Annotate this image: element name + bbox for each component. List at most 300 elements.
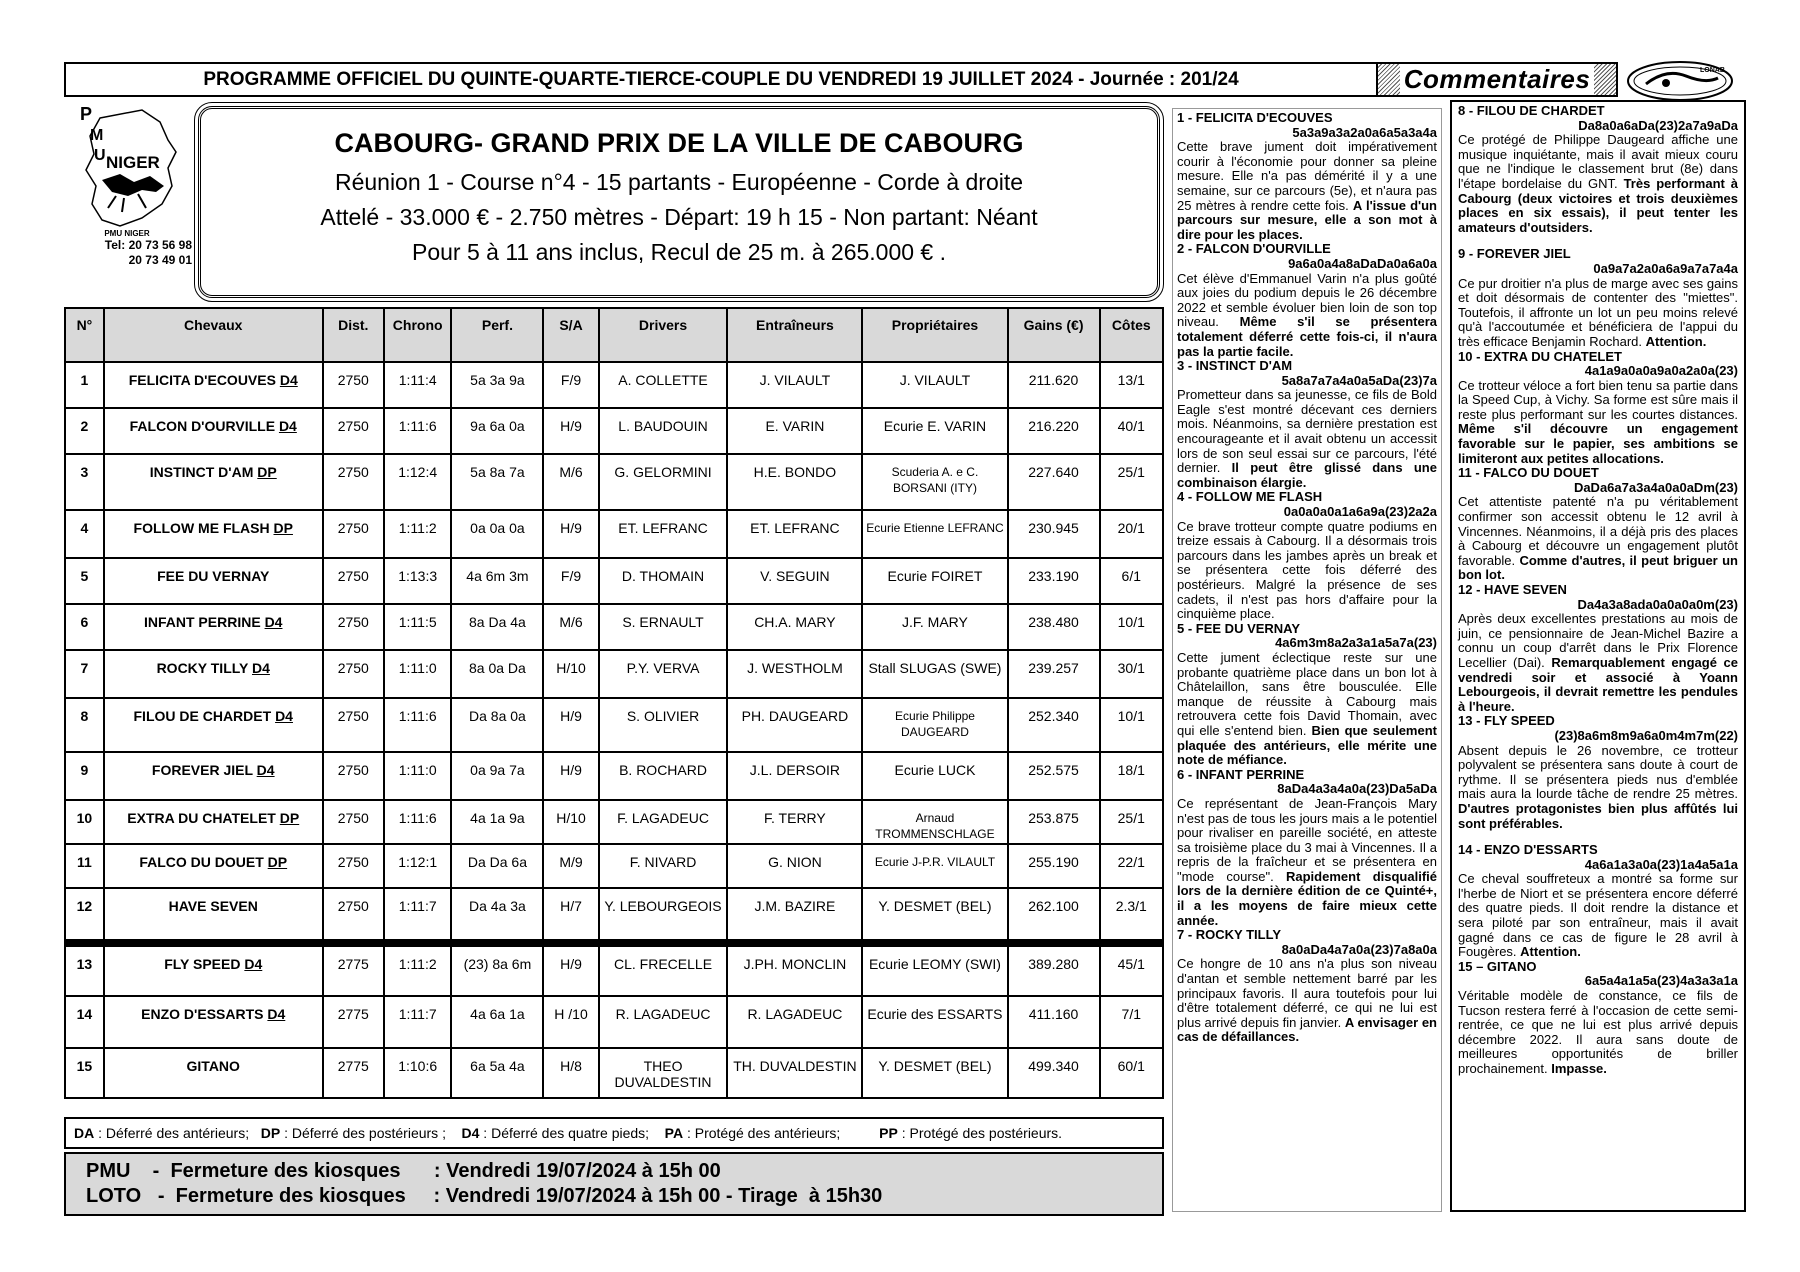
comments-header (1378, 62, 1618, 97)
row-number-cell: 11 (65, 844, 104, 888)
gains-cell: 233.190 (1008, 558, 1100, 604)
comment-form-code: Da8a0a6aDa(23)2a7a9aDa (1578, 117, 1738, 133)
sex-age-cell: H/9 (543, 408, 598, 454)
trainer-cell: J.PH. MONCLIN (727, 946, 862, 996)
shoeing-code: DP (273, 520, 293, 536)
comment-verdict: Attention. (1645, 333, 1707, 349)
owner-cell: Ecurie FOIRET (862, 558, 1007, 604)
driver-cell: G. GELORMINI (599, 454, 728, 510)
trainer-cell: J. WESTHOLM (727, 650, 862, 698)
trainer-cell: J.L. DERSOIR (727, 752, 862, 800)
row-number-cell: 3 (65, 454, 104, 510)
horse-name-text: EXTRA DU CHATELET (127, 810, 276, 826)
performance-cell: 8a Da 4a (451, 604, 543, 650)
table-row (65, 844, 1163, 888)
tel-label: Tel: (104, 238, 126, 252)
gains-cell: 389.280 (1008, 946, 1100, 996)
legend-d4-text: : Déferré des quatre pieds; (479, 1125, 665, 1141)
odds-cell: 20/1 (1100, 510, 1163, 558)
comment-entry (1458, 843, 1738, 960)
odds-cell: 18/1 (1100, 752, 1163, 800)
legend-bar (64, 1117, 1164, 1149)
odds-cell: 2.3/1 (1100, 888, 1163, 940)
col-header-horse: Chevaux (104, 308, 323, 362)
trainer-cell: TH. DUVALDESTIN (727, 1048, 862, 1098)
lonab-logo (1626, 60, 1734, 102)
distance-cell: 2750 (323, 752, 384, 800)
horse-name-cell (104, 604, 323, 650)
comment-body (1177, 140, 1437, 242)
comment-text: Ce protégé de Philippe Daugeard affiche une musique inquiétante, mais il avait mieux couru que ne l'indique le classement brut (8e) dans l'étape bordelaise du GNT. (1458, 132, 1738, 191)
table-row (65, 362, 1163, 408)
trainer-cell: R. LAGADEUC (727, 996, 862, 1048)
comment-horse-name: 5 - FEE DU VERNAY (1177, 620, 1301, 636)
performance-cell: 4a 6m 3m (451, 558, 543, 604)
owner-cell: Arnaud TROMMENSCHLAGE (862, 800, 1007, 844)
owner-cell: Ecurie Etienne LEFRANC (862, 510, 1007, 558)
gains-cell: 227.640 (1008, 454, 1100, 510)
driver-cell: THEO DUVALDESTIN (599, 1048, 728, 1098)
comments-title: Commentaires (1400, 64, 1595, 95)
trainer-cell: E. VARIN (727, 408, 862, 454)
row-number-cell: 14 (65, 996, 104, 1048)
gains-cell: 252.575 (1008, 752, 1100, 800)
shoeing-code: DP (279, 810, 300, 826)
table-row (65, 408, 1163, 454)
race-line-3: Attelé - 33.000 € - 2.750 mètres - Départ: 19 h 15 - Non partant: Néant (320, 204, 1038, 230)
shoeing-code: D4 (279, 372, 298, 388)
odds-cell: 40/1 (1100, 408, 1163, 454)
comment-horse-name: 4 - FOLLOW ME FLASH (1177, 489, 1323, 505)
chrono-cell: 1:11:2 (384, 946, 451, 996)
comment-text: Ce pur droitier n'a plus de marge avec ses gains et doit désormais de contenter des "miettes". Toutefois, il affronte un lot un peu moins relevé qu'à l'accoutumée et bénéficiera de l'appui du très efficace Benjamin Rochard. (1458, 275, 1738, 349)
race-title: CABOURG- GRAND PRIX DE LA VILLE DE CABOURG (334, 128, 1024, 158)
horse-name-text: INSTINCT D'AM (149, 464, 254, 480)
horse-name-cell (104, 558, 323, 604)
owner-cell: Ecurie E. VARIN (862, 408, 1007, 454)
distance-cell: 2750 (323, 408, 384, 454)
chrono-cell: 1:12:4 (384, 454, 451, 510)
gains-cell: 239.257 (1008, 650, 1100, 698)
chrono-cell: 1:11:7 (384, 996, 451, 1048)
chrono-cell: 1:11:0 (384, 650, 451, 698)
trainer-cell: V. SEGUIN (727, 558, 862, 604)
comment-form-code: 4a1a9a0a0a9a0a2a0a(23) (1584, 363, 1738, 379)
gains-cell: 411.160 (1008, 996, 1100, 1048)
svg-text:P: P (80, 104, 93, 124)
kiosk-closing-box (64, 1152, 1164, 1216)
shoeing-code: DP (267, 854, 288, 870)
comment-body (1177, 520, 1437, 622)
shoeing-code: D4 (244, 956, 263, 972)
comment-entry (1177, 242, 1437, 359)
horse-name-cell (104, 698, 323, 752)
performance-cell: 4a 1a 9a (451, 800, 543, 844)
runners-table (64, 307, 1164, 1099)
comment-body (1458, 744, 1738, 832)
odds-cell: 10/1 (1100, 698, 1163, 752)
horse-name-text: FLY SPEED (164, 956, 241, 972)
comment-horse-name: 2 - FALCON D'OURVILLE (1177, 241, 1331, 257)
comment-body (1458, 612, 1738, 714)
legend-dp-text: : Déferré des postérieurs ; (280, 1125, 462, 1141)
horse-name-cell (104, 996, 323, 1048)
horse-name-text: FALCO DU DOUET (139, 854, 264, 870)
chrono-cell: 1:11:0 (384, 752, 451, 800)
driver-cell: L. BAUDOUIN (599, 408, 728, 454)
col-header-trainer: Entraîneurs (727, 308, 862, 362)
gains-cell: 499.340 (1008, 1048, 1100, 1098)
programme-title: PROGRAMME OFFICIEL DU QUINTE-QUARTE-TIERCE-COUPLE DU VENDREDI 19 JUILLET 2024 - Journée : 201/24 (64, 62, 1378, 97)
distance-cell: 2750 (323, 844, 384, 888)
distance-cell: 2750 (323, 604, 384, 650)
comment-verdict: Attention. (1520, 944, 1581, 960)
tel-2: 20 73 49 01 (128, 253, 192, 267)
comment-entry (1458, 960, 1738, 1077)
chrono-cell: 1:11:6 (384, 698, 451, 752)
comments-column-left (1172, 108, 1442, 1212)
chrono-cell: 1:13:3 (384, 558, 451, 604)
trainer-cell: G. NION (727, 844, 862, 888)
legend-da-text: : Déferré des antérieurs; (94, 1125, 261, 1141)
row-number-cell: 7 (65, 650, 104, 698)
sex-age-cell: M/9 (543, 844, 598, 888)
trainer-cell: F. TERRY (727, 800, 862, 844)
comment-text: Cette brave jument doit impérativement courir à l'économie pour donner sa pleine mesure. Elle n'a pas démérité il y a une semaine, sur ce parcours (5e), et n'aura pas 25 mètres à rendre cette fois. (1177, 139, 1437, 213)
distance-cell: 2750 (323, 650, 384, 698)
comment-horse-name: 13 - FLY SPEED (1458, 713, 1555, 729)
comment-text: Ce brave trotteur compte quatre podiums en treize essais à Cabourg. Il a désormais trois parcours dans les jambes après un break et se présentera cette fois déferré des postérieurs. Malgré la présence de ses cadets, il n'est pas hors d'affaire pour la cinquième place. (1177, 518, 1437, 622)
comment-entry (1458, 714, 1738, 831)
distance-cell: 2750 (323, 888, 384, 940)
row-number-cell: 12 (65, 888, 104, 940)
comment-body (1458, 133, 1738, 235)
col-header-dist: Dist. (323, 308, 384, 362)
comment-entry (1458, 583, 1738, 714)
comment-entry (1458, 247, 1738, 349)
sex-age-cell: F/9 (543, 362, 598, 408)
driver-cell: CL. FRECELLE (599, 946, 728, 996)
gains-cell: 216.220 (1008, 408, 1100, 454)
comment-form-code: 5a8a7a7a4a0a5aDa(23)7a (1281, 372, 1437, 388)
performance-cell: 5a 3a 9a (451, 362, 543, 408)
comment-form-code: 9a6a0a4a8aDaDa0a6a0a (1288, 255, 1437, 271)
horse-name-cell (104, 454, 323, 510)
horse-name-cell (104, 844, 323, 888)
comment-body (1177, 797, 1437, 928)
horse-name-cell (104, 800, 323, 844)
legend-d4-key: D4 (461, 1125, 480, 1141)
performance-cell: 0a 0a 0a (451, 510, 543, 558)
horse-name-cell (104, 408, 323, 454)
comment-form-code: DaDa6a7a3a4a0a0aDm(23) (1573, 479, 1738, 495)
sex-age-cell: H/9 (543, 510, 598, 558)
table-row (65, 996, 1163, 1048)
svg-text:M: M (90, 127, 104, 144)
distance-cell: 2750 (323, 558, 384, 604)
kiosk-pmu-text: PMU - Fermeture des kiosques : Vendredi 19/07/2024 à 15h 00 (86, 1160, 721, 1182)
col-header-perf: Perf. (451, 308, 543, 362)
table-row (65, 800, 1163, 844)
comment-body (1458, 495, 1738, 583)
trainer-cell: J.M. BAZIRE (727, 888, 862, 940)
table-row (65, 558, 1163, 604)
legend-da-key: DA (74, 1125, 95, 1141)
table-row (65, 752, 1163, 800)
gains-cell: 252.340 (1008, 698, 1100, 752)
horse-name-text: FELICITA D'ECOUVES (128, 372, 276, 388)
sex-age-cell: H/9 (543, 946, 598, 996)
comment-entry (1177, 111, 1437, 242)
svg-text:NIGER: NIGER (106, 153, 160, 172)
performance-cell: Da Da 6a (451, 844, 543, 888)
comment-body (1177, 651, 1437, 768)
comment-form-code: (23)8a6m8m9a6a0m4m7m(22) (1554, 727, 1738, 743)
table-row (65, 698, 1163, 752)
table-row (65, 650, 1163, 698)
shoeing-code: D4 (275, 708, 293, 724)
odds-cell: 60/1 (1100, 1048, 1163, 1098)
svg-text:U: U (94, 147, 106, 164)
comment-text: Absent depuis le 26 novembre, ce trotteur polyvalent se présentera sans doute à court de rythme. Il se présentera pieds nus d'emblée mais aura la lourde tâche de rendre 25 mètres. (1458, 742, 1738, 802)
row-number-cell: 4 (65, 510, 104, 558)
sex-age-cell: H/8 (543, 1048, 598, 1098)
comment-horse-name: 10 - EXTRA DU CHATELET (1458, 348, 1622, 364)
comment-verdict: Remarquablement engagé ce vendredi soir et associé à Yoann Lebourgeois, il devrait remettre les pendules à l'heure. (1458, 654, 1738, 714)
trainer-cell: CH.A. MARY (727, 604, 862, 650)
chrono-cell: 1:10:6 (384, 1048, 451, 1098)
odds-cell: 13/1 (1100, 362, 1163, 408)
driver-cell: ET. LEFRANC (599, 510, 728, 558)
comment-text: Cette jument éclectique reste sur une probante quatrième place dans un bon lot à Châtelaillon, sans être bousculée. Elle manque de réussite à Cabourg mais retrouvera cette fois David Thomain, avec qui elle s'entend bien. (1177, 649, 1437, 738)
col-header-sa: S/A (543, 308, 598, 362)
comment-form-code: 4a6m3m8a2a3a1a5a7a(23) (1275, 635, 1437, 651)
row-number-cell: 1 (65, 362, 104, 408)
comment-form-code: 0a0a0a0a1a6a9a(23)2a2a (1283, 504, 1437, 520)
driver-cell: S. ERNAULT (599, 604, 728, 650)
comment-body (1458, 379, 1738, 467)
comment-verdict: A l'issue d'un parcours sur mesure, elle a son mot à dire pour les places. (1177, 197, 1437, 242)
kiosk-loto-row (86, 1184, 1162, 1209)
kiosk-loto-text: LOTO - Fermeture des kiosques : Vendredi 19/07/2024 à 15h 00 - Tirage à 15h30 (86, 1185, 883, 1207)
comment-verdict: A envisager en cas de défaillances. (1177, 1014, 1437, 1045)
comment-horse-name: 15 – GITANO (1458, 958, 1537, 974)
row-number-cell: 2 (65, 408, 104, 454)
col-header-num: N° (65, 308, 104, 362)
owner-cell: Ecurie LUCK (862, 752, 1007, 800)
comment-form-code: 5a3a9a3a2a0a6a5a3a4a (1292, 124, 1437, 140)
sex-age-cell: H/7 (543, 888, 598, 940)
horse-name-text: FEE DU VERNAY (157, 568, 270, 584)
kiosk-pmu-row (86, 1159, 1162, 1184)
performance-cell: 6a 5a 4a (451, 1048, 543, 1098)
lonab-logo-text: LONAB (1700, 67, 1725, 74)
comment-horse-name: 8 - FILOU DE CHARDET (1458, 103, 1605, 118)
gains-cell: 230.945 (1008, 510, 1100, 558)
horse-name-cell (104, 1048, 323, 1098)
distance-cell: 2750 (323, 698, 384, 752)
trainer-cell: J. VILAULT (727, 362, 862, 408)
distance-cell: 2750 (323, 510, 384, 558)
odds-cell: 22/1 (1100, 844, 1163, 888)
legend-dp-key: DP (260, 1125, 281, 1141)
comment-horse-name: 3 - INSTINCT D'AM (1177, 358, 1293, 374)
sex-age-cell: H /10 (543, 996, 598, 1048)
comment-text: Cet élève d'Emmanuel Varin n'a plus goûté aux joies du podium depuis le 26 décembre 2022 et semble évoluer bien loin de son top niveau. (1177, 270, 1437, 330)
comment-body (1458, 872, 1738, 960)
comment-text: Ce hongre de 10 ans n'a plus son niveau d'antan et semble nettement barré par les principaux favoris. Il aura toutefois pour lui d'être totalement déferré, ce qui ne lui est plus arrivé depuis fin janvier. (1177, 956, 1437, 1030)
comment-horse-name: 12 - HAVE SEVEN (1458, 582, 1567, 597)
performance-cell: 5a 8a 7a (451, 454, 543, 510)
comment-horse-name: 9 - FOREVER JIEL (1458, 246, 1571, 262)
horse-name-cell (104, 888, 323, 940)
horse-name-cell (104, 362, 323, 408)
comments-column-right (1450, 100, 1746, 1212)
sex-age-cell: M/6 (543, 604, 598, 650)
table-row (65, 946, 1163, 996)
driver-cell: F. NIVARD (599, 844, 728, 888)
horse-name-text: INFANT PERRINE (143, 614, 261, 630)
comment-verdict: Comme d'autres, il peut briguer un bon lot. (1458, 552, 1738, 583)
row-number-cell: 6 (65, 604, 104, 650)
performance-cell: (23) 8a 6m (451, 946, 543, 996)
comment-verdict: Il peut être glissé dans une combinaison élargie. (1177, 460, 1437, 490)
comment-form-code: Da4a3a8ada0a0a0a0m(23) (1577, 596, 1738, 612)
horse-name-text: FOREVER JIEL (151, 762, 253, 778)
shoeing-code: D4 (264, 614, 283, 630)
odds-cell: 10/1 (1100, 604, 1163, 650)
gains-cell: 262.100 (1008, 888, 1100, 940)
chrono-cell: 1:12:1 (384, 844, 451, 888)
comment-verdict: Très performant à Cabourg (deux victoires et trois deuxièmes places en six essais), il peut tenter les amateurs d'outsiders. (1458, 175, 1738, 235)
gains-cell: 238.480 (1008, 604, 1100, 650)
performance-cell: 8a 0a Da (451, 650, 543, 698)
performance-cell: Da 8a 0a (451, 698, 543, 752)
odds-cell: 6/1 (1100, 558, 1163, 604)
comment-form-code: 0a9a7a2a0a6a9a7a7a4a (1593, 260, 1738, 276)
driver-cell: F. LAGADEUC (599, 800, 728, 844)
comment-horse-name: 6 - INFANT PERRINE (1177, 766, 1305, 782)
sex-age-cell: H/9 (543, 698, 598, 752)
table-row (65, 454, 1163, 510)
comment-body (1458, 989, 1738, 1077)
comment-horse-name: 14 - ENZO D'ESSARTS (1458, 842, 1598, 858)
comment-verdict: Même s'il découvre un engagement favorable sur le papier, ses ambitions se limiteront aux petites allocations. (1458, 421, 1738, 466)
comment-text: Véritable modèle de constance, ce fils de Tucson restera ferré à l'occasion de cette semi-rentrée, ce que ne lui est plus arrivé depuis décembre 2022. Il aura sans doute de meilleures opportunités de briller prochainement. (1458, 988, 1738, 1076)
comment-form-code: 8aDa4a3a4a0a(23)Da5aDa (1277, 781, 1437, 797)
gains-cell: 253.875 (1008, 800, 1100, 844)
comment-entry (1458, 350, 1738, 467)
comment-text: Cet attentiste patenté n'a pu véritablement confirmer son accessit obtenu le 12 avril à Vincennes. Néanmoins, il a déjà pris des places à Cabourg et découvre un engagement plutôt favorable. (1458, 494, 1738, 568)
table-row (65, 510, 1163, 558)
shoeing-code: D4 (256, 762, 275, 778)
row-number-cell: 5 (65, 558, 104, 604)
comment-verdict: Même s'il se présentera totalement déferré cette fois-ci, il n'aura pas la partie facile. (1177, 314, 1437, 359)
sex-age-cell: F/9 (543, 558, 598, 604)
chrono-cell: 1:11:2 (384, 510, 451, 558)
comment-verdict: Rapidement disqualifié lors de la dernière édition de ce Quinté+, il a les moyens de faire mieux cette année. (1177, 868, 1437, 928)
horse-name-text: FOLLOW ME FLASH (133, 520, 270, 536)
col-header-gains: Gains (€) (1008, 308, 1100, 362)
comment-verdict: Bien que seulement plaquée des antérieurs, elle mérite une note de méfiance. (1177, 722, 1437, 768)
driver-cell: S. OLIVIER (599, 698, 728, 752)
owner-cell: J. VILAULT (862, 362, 1007, 408)
odds-cell: 45/1 (1100, 946, 1163, 996)
owner-cell: Scuderia A. e C. BORSANI (ITY) (862, 454, 1007, 510)
col-header-driver: Drivers (599, 308, 728, 362)
chrono-cell: 1:11:5 (384, 604, 451, 650)
performance-cell: 0a 9a 7a (451, 752, 543, 800)
horse-name-cell (104, 946, 323, 996)
shoeing-code: DP (257, 464, 277, 480)
row-number-cell: 9 (65, 752, 104, 800)
performance-cell: 9a 6a 0a (451, 408, 543, 454)
chrono-cell: 1:11:6 (384, 800, 451, 844)
comment-form-code: 4a6a1a3a0a(23)1a4a5a1a (1584, 856, 1738, 872)
comment-entry (1177, 928, 1437, 1045)
driver-cell: A. COLLETTE (599, 362, 728, 408)
comment-horse-name: 7 - ROCKY TILLY (1177, 927, 1282, 943)
driver-cell: Y. LEBOURGEOIS (599, 888, 728, 940)
horse-name-text: HAVE SEVEN (168, 898, 258, 914)
table-header-row (65, 308, 1163, 362)
pmu-niger-logo (72, 100, 182, 240)
comment-horse-name: 11 - FALCO DU DOUET (1458, 465, 1599, 481)
table-row (65, 604, 1163, 650)
trainer-cell: PH. DAUGEARD (727, 698, 862, 752)
table-row (65, 888, 1163, 940)
comment-body (1177, 272, 1437, 360)
owner-cell: Y. DESMET (BEL) (862, 1048, 1007, 1098)
owner-cell: Ecurie Philippe DAUGEARD (862, 698, 1007, 752)
comment-body (1177, 957, 1437, 1045)
horse-name-text: FALCON D'OURVILLE (129, 418, 276, 434)
performance-cell: 4a 6a 1a (451, 996, 543, 1048)
tel-1: 20 73 56 98 (128, 238, 192, 252)
owner-cell: J.F. MARY (862, 604, 1007, 650)
gains-cell: 211.620 (1008, 362, 1100, 408)
sex-age-cell: M/6 (543, 454, 598, 510)
comment-text: Prometteur dans sa jeunesse, ce fils de Bold Eagle s'est montré décevant ces derniers mois. Néanmoins, sa dernière prestation est encourageante et il avait obtenu un accessit lors de son seul essai sur ce parcours, l'été dernier. (1177, 387, 1437, 476)
comment-horse-name: 1 - FELICITA D'ECOUVES (1177, 110, 1333, 125)
distance-cell: 2775 (323, 946, 384, 996)
trainer-cell: H.E. BONDO (727, 454, 862, 510)
shoeing-code: D4 (267, 1006, 286, 1022)
comment-text: Ce trotteur véloce a fort bien tenu sa partie dans la Speed Cup, à Vichy. Sa forme est sûre mais il reste plus performant sur les courtes distances. (1458, 377, 1738, 422)
owner-cell: Ecurie LEOMY (SWI) (862, 946, 1007, 996)
comment-verdict: D'autres protagonistes bien plus affûtés lui sont préférables. (1458, 800, 1738, 831)
horse-name-cell (104, 752, 323, 800)
comment-body (1458, 277, 1738, 350)
comment-entry (1458, 104, 1738, 235)
comment-form-code: 6a5a4a1a5a(23)4a3a3a1a (1584, 973, 1738, 989)
odds-cell: 25/1 (1100, 454, 1163, 510)
col-header-owner: Propriétaires (862, 308, 1007, 362)
race-info-box (198, 106, 1160, 298)
comment-form-code: 8a0aDa4a7a0a(23)7a8a0a (1281, 941, 1437, 957)
odds-cell: 7/1 (1100, 996, 1163, 1048)
distance-cell: 2750 (323, 800, 384, 844)
driver-cell: D. THOMAIN (599, 558, 728, 604)
distance-cell: 2775 (323, 1048, 384, 1098)
comment-entry (1458, 466, 1738, 583)
contact-phones (68, 238, 192, 268)
legend-pp-key: PP (879, 1125, 898, 1141)
row-number-cell: 13 (65, 946, 104, 996)
horse-name-cell (104, 650, 323, 698)
horse-name-text: GITANO (186, 1058, 240, 1074)
horse-name-cell (104, 510, 323, 558)
